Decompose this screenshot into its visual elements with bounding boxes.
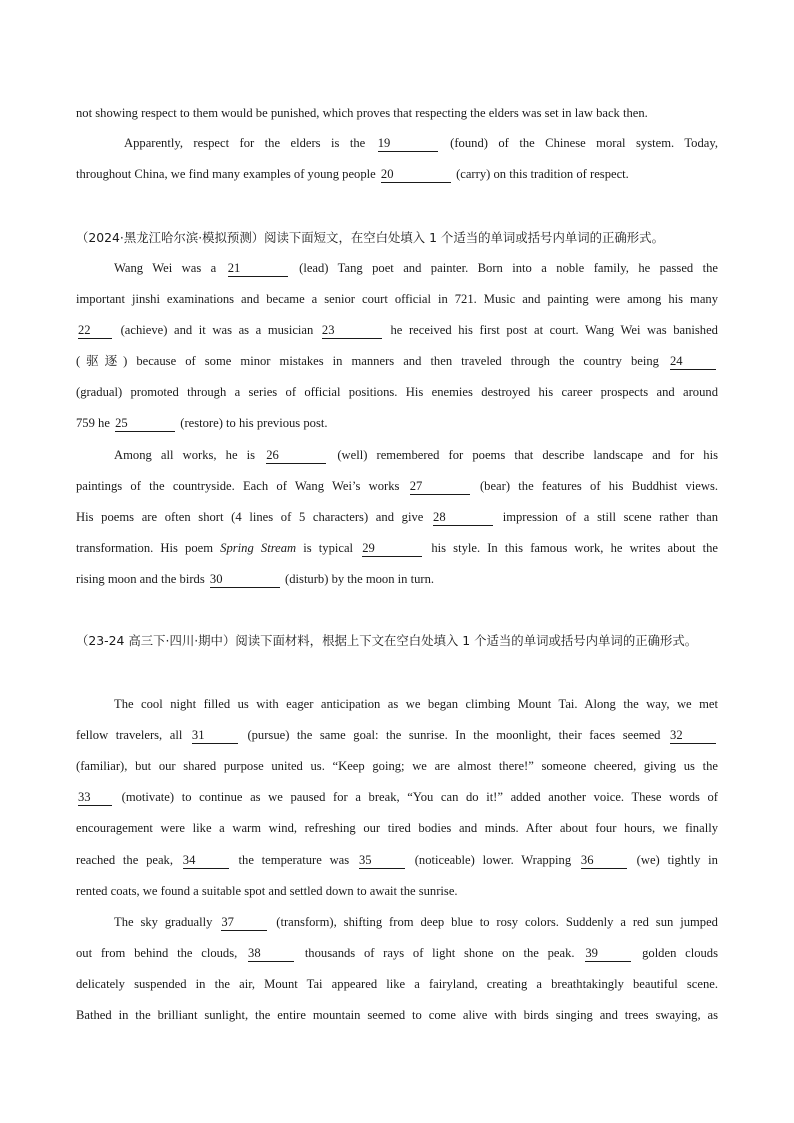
- blank-23[interactable]: 23: [322, 323, 382, 339]
- wangwei-line1: Wang Wei was a 21 (lead) Tang poet and painter. Born into a noble family, he passed the: [114, 261, 719, 275]
- works-line4: transformation. His poem Spring Stream is typical 29 his style. In this famous work, he writes about the: [76, 541, 718, 555]
- works-line3: His poems are often short (4 lines of 5 characters) and give 28 impression of a still scene rather than: [76, 510, 718, 524]
- taishan-line3: (familiar), but our shared purpose united us. “Keep going; we are almost there!” someone cheered, giving us the: [76, 759, 718, 773]
- paragraph-continuation: not showing respect to them would be punished, which proves that respecting the elders was set in law back then.: [76, 106, 648, 120]
- sky-line4: Bathed in the brilliant sunlight, the entire mountain seemed to come alive with birds singing and trees swaying, as: [76, 1008, 718, 1022]
- works-line1: Among all works, he is 26 (well) remembered for poems that describe landscape and for his: [114, 448, 718, 462]
- wangwei-line2: important jinshi examinations and became a senior court official in 721. Music and painting were among his many: [76, 292, 718, 306]
- blank-21[interactable]: 21: [228, 261, 288, 277]
- blank-31[interactable]: 31: [192, 728, 238, 744]
- paragraph-respect-line2: throughout China, we find many examples of young people 20 (carry) on this tradition of respect.: [76, 167, 629, 181]
- wangwei-line5: (gradual) promoted through a series of official positions. His enemies destroyed his career prospects and around: [76, 385, 718, 399]
- blank-35[interactable]: 35: [359, 853, 405, 869]
- blank-32[interactable]: 32: [670, 728, 716, 744]
- taishan-line7: rented coats, we found a suitable spot and settled down to await the sunrise.: [76, 884, 458, 898]
- wangwei-line6: 759 he 25 (restore) to his previous post.: [76, 416, 328, 430]
- works-line5: rising moon and the birds 30 (disturb) by the moon in turn.: [76, 572, 435, 586]
- blank-24[interactable]: 24: [670, 354, 716, 370]
- section-heading-2024: （2024·黑龙江哈尔滨·模拟预测）阅读下面短文，在空白处填入 1 个适当的单词或括号内单词的正确形式。: [76, 230, 664, 245]
- taishan-line4: 33 (motivate) to continue as we paused for a break, “You can do it!” added another voice. These words of: [78, 790, 719, 804]
- blank-19[interactable]: 19: [378, 136, 438, 152]
- sky-line2: out from behind the clouds, 38 thousands of rays of light shone on the peak. 39 golden clouds: [76, 946, 719, 960]
- blank-33[interactable]: 33: [78, 790, 112, 806]
- sky-line1: The sky gradually 37 (transform), shifting from deep blue to rosy colors. Suddenly a red sun jumped: [114, 915, 718, 929]
- blank-34[interactable]: 34: [183, 853, 229, 869]
- taishan-line6: reached the peak, 34 the temperature was 35 (noticeable) lower. Wrapping 36 (we) tightly in: [76, 853, 718, 867]
- blank-30[interactable]: 30: [210, 572, 280, 588]
- wangwei-line3: 22 (achieve) and it was as a musician 23 he received his first post at court. Wang Wei was banished: [78, 323, 718, 337]
- wangwei-line4: (驱逐) because of some minor mistakes in manners and then traveled through the country being 24: [76, 346, 718, 377]
- paragraph-respect: Apparently, respect for the elders is the 19 (found) of the Chinese moral system. Today,: [124, 136, 718, 150]
- taishan-line5: encouragement were like a warm wind, refreshing our tired bodies and minds. After about four hours, we finally: [76, 821, 718, 835]
- blank-20[interactable]: 20: [381, 167, 451, 183]
- blank-22[interactable]: 22: [78, 323, 112, 339]
- blank-26[interactable]: 26: [266, 448, 326, 464]
- blank-28[interactable]: 28: [433, 510, 493, 526]
- blank-25[interactable]: 25: [115, 416, 175, 432]
- blank-29[interactable]: 29: [362, 541, 422, 557]
- section-heading-2324: （23-24 高三下·四川·期中）阅读下面材料，根据上下文在空白处填入 1 个适当的单词或括号内单词的正确形式。: [76, 633, 698, 648]
- taishan-line1: The cool night filled us with eager anticipation as we began climbing Mount Tai. Along the way, we met: [114, 697, 718, 711]
- blank-38[interactable]: 38: [248, 946, 294, 962]
- poem-title: Spring Stream: [220, 541, 297, 555]
- blank-27[interactable]: 27: [410, 479, 470, 495]
- taishan-line2: fellow travelers, all 31 (pursue) the same goal: the sunrise. In the moonlight, their faces seemed 32: [76, 720, 718, 751]
- blank-36[interactable]: 36: [581, 853, 627, 869]
- works-line2: paintings of the countryside. Each of Wang Wei’s works 27 (bear) the features of his Buddhist views.: [76, 479, 718, 493]
- blank-39[interactable]: 39: [585, 946, 631, 962]
- sky-line3: delicately suspended in the air, Mount Tai appeared like a fairyland, creating a breathtakingly beautiful scene.: [76, 977, 718, 991]
- blank-37[interactable]: 37: [221, 915, 267, 931]
